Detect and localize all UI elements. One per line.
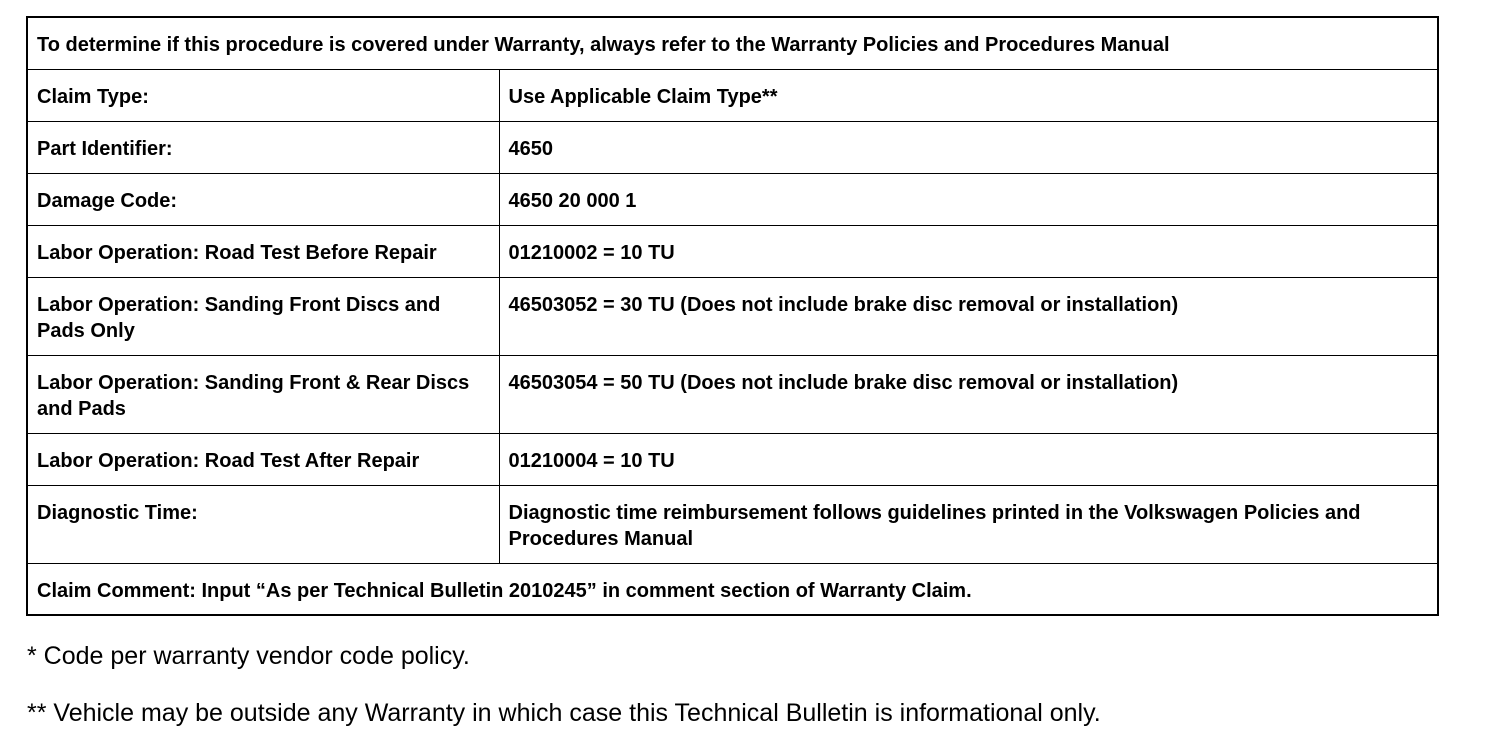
row-label-road-test-before: Labor Operation: Road Test Before Repair: [27, 225, 499, 277]
warranty-header-text: To determine if this procedure is covered under Warranty, always refer to the Warranty Policies and Procedures Manual: [27, 17, 1438, 69]
row-value-part-identifier: 4650: [499, 121, 1438, 173]
row-value-road-test-after: 01210004 = 10 TU: [499, 433, 1438, 485]
warranty-claim-table: [26, 16, 1439, 616]
table-row: [27, 433, 1438, 485]
row-label-claim-type: Claim Type:: [27, 69, 499, 121]
table-row: [27, 355, 1438, 433]
row-label-sanding-front: Labor Operation: Sanding Front Discs and Pads Only: [27, 277, 499, 355]
row-value-sanding-front: 46503052 = 30 TU (Does not include brake disc removal or installation): [499, 277, 1438, 355]
table-row: [27, 225, 1438, 277]
table-row: [27, 485, 1438, 563]
row-label-sanding-front-rear: Labor Operation: Sanding Front & Rear Discs and Pads: [27, 355, 499, 433]
claim-comment-text: Claim Comment: Input “As per Technical Bulletin 2010245” in comment section of Warranty Claim.: [27, 563, 1438, 615]
row-value-sanding-front-rear: 46503054 = 50 TU (Does not include brake disc removal or installation): [499, 355, 1438, 433]
row-label-damage-code: Damage Code:: [27, 173, 499, 225]
footnote-outside-warranty: ** Vehicle may be outside any Warranty in which case this Technical Bulletin is informational only.: [27, 699, 1101, 727]
table-header-row: [27, 17, 1438, 69]
table-row: [27, 277, 1438, 355]
row-value-claim-type: Use Applicable Claim Type**: [499, 69, 1438, 121]
table-row: [27, 121, 1438, 173]
row-value-diagnostic-time: Diagnostic time reimbursement follows guidelines printed in the Volkswagen Policies and Procedures Manual: [499, 485, 1438, 563]
row-label-diagnostic-time: Diagnostic Time:: [27, 485, 499, 563]
row-value-road-test-before: 01210002 = 10 TU: [499, 225, 1438, 277]
row-label-part-identifier: Part Identifier:: [27, 121, 499, 173]
table-row: [27, 173, 1438, 225]
row-value-damage-code: 4650 20 000 1: [499, 173, 1438, 225]
footnote-vendor-code: * Code per warranty vendor code policy.: [27, 642, 470, 670]
table-row: [27, 69, 1438, 121]
row-label-road-test-after: Labor Operation: Road Test After Repair: [27, 433, 499, 485]
table-footer-row: [27, 563, 1438, 615]
